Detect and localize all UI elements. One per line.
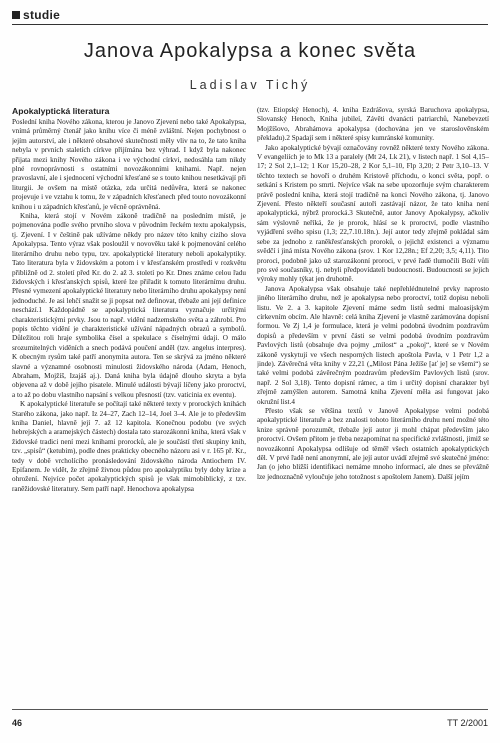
section-heading: Apokalyptická literatura [12,106,110,116]
section-tag [12,8,60,22]
footer-rule [12,709,488,710]
paragraph: Janova Apokalypsa však obsahuje také nepřehlédnutelné prvky naprosto jiného literárního druhu, než je apokalypsa nebo proroctví, totiž dopisu neboli listu. Ve 2. a 3. kapitole Zjevení máme sedm listů sedmi maloasijským církevním obcím. Ale hlavně: celá kniha Zjevení je vlastně zarámována dopisní formou. Ve Zj 1,4 je formulace, která je velmi podobná úvodním pozdravům dopisů a především v první části se velmi podobá úvodním pozdravům Pavlových listů (obsahuje dva pojmy „milost“ a „pokoj“, které se v Novém zákoně vyskytují ve všech nesporných listech apoštola Pavla, v 1 Petr 1,2 a jinde). Závěrečná věta knihy v 22,21 („Milost Pána Ježíše [ať je] se všemi“) se také velmi podobá závěrečným pozdravům především Pavlových listů (srov. např. 2 Sol 3,18). Tento dopisní rámec, a tím i určitý dopisní charakter byl zřejmě zamýšlen autorem. Samotná kniha Zjevení měla asi fungovat jako okružní list.4 [257,284,489,406]
paragraph: K apokalyptické literatuře se počítají také některé texty v prorockých knihách Starého zákona, jako např. Iz 24–27, Zach 12–14, Joel 3–4. Ale je to především kniha Daniel, hlavně její 7. až 12 kapitola. Konečnou podobu (ve svých hebrejských a aramejských částech) dostala tato starozákonní kniha, která však v židovské tradici není mezi knihami prorocků, ale je součástí třetí skupiny knih, tzv. „spisů“ (ketubim), podle dnes prakticky obecného názoru asi v r. 165 př. Kr., tedy v době vrcholícího pronásledování židovského národa Antiochem IV. Epifanem. Je vidět, že zřejmě živnou půdou pro apokalyptiku byly doby krize a ohrožení. Nejvíce počet apokalyptických spisů je však mimobiblický, z tzv. raněžidovské literatury. Sem patří např. Henochova apokalypsa [12,400,246,493]
page-number: 46 [12,718,23,728]
section-square-icon [12,11,20,19]
paragraph: Přesto však se většina textů v Janově Apokalypse velmi podobá apokalyptické literatuře a bez znalosti tohoto literárního druhu není možné této knize správně porozumět, třebaže její autor ji mohl chápat především jako proroctví. Ovšem přitom je třeba nezapomínat na specifické zvláštnosti, jimiž se novozákonní Apokalypsa odlišuje od těměř všech ostatních apokalyptických děl. V prvé řadě není anonymní, ale její autor uvádí zřejmě své skutečné jméno: Jan (o jeho bližší identifikaci nemáme mnoho informací, ale dnes se převážně lze jednoznačně vyloučuje jeho totožnost s apoštolem Janem). Další jejím [257,407,489,481]
paragraph: Kniha, která stojí v Novém zákoně tradičně na posledním místě, je pojmenována podle svého prvního slova v původním řeckém textu apokalypsis, tj. Zjevení. I v češtině pak užíváme někdy pro název této knihy cizího slova Apokalypsa. Tento výraz však posloužil v novověku také k pojmenování celého literárního druhu nebo typu, tzv. apokalyptické literatury neboli apokalyptiky. Tato literatura byla v židovském a potom i v křesťanském prostředí v rozkvětu přibližně od 2. století před Kr. do 2. až 3. století po Kr. Dnes známe celou řadu židovských i křesťanských spisů, které lze přiřadit k tomuto literárnímu druhu. Přesné vymezení apokalyptické literatury nebo literárního druhu apokalypsy není jednoduché. Je asi lehčí snažit se ji popsat než definovat, třebaže ani její definice neschází.1 Každopádně se apokalyptická literatura vyznačuje určitými charakteristickými prvky. Jsou to např. vidění nadzemského světa a záhrobí. Pro popis těchto vidění je charakteristické užívání nápadných obrazů a symbolů. Důležitou roli hraje symbolika čísel a spekulace s číselnými údaji. O málo srozumitelných viděních a snech podává poučení anděl (tzv. angelus interpres). K obecným rysům také patří anonymita autora. Ten se skrývá za jméno některé slavné a významné osobnosti minulosti židovského národa (Adam, Henoch, Abraham, Mojžíš, Izajáš aj.). Daná kniha byla údajně dlouho skryta a byla objevena až v době jejího pisatele. Minulé události bývají líčeny jako proroctví, a to až po dobu vlastního napsání s velkou přesností (tzv. vaticinia ex eventu). [12,212,246,399]
paragraph: Poslední kniha Nového zákona, kterou je Janovo Zjevení nebo také Apokalypsa, vnímá průměrný čtenář jako knihu více či méně zvláštní. Nejen pochybnost o jejím autorství, ale i některé obsahové skutečnosti měly vliv na to, že tato kniha nebyla v prvních staletích církve přijímána bez výhrad. I když byla nakonec přijata mezi knihy Nového zákona i ve východní církvi, nedosáhla tam nikdy plné rovnoprávnosti s ostatními novozákonními knihami. Např. nejen pravoslavní, ale i sjednocení východní křesťané se s touto knihou nesetkávají při liturgii. Je ovšem na místě otázka, zda určitá nedůvěra, která se nakonec projevuje i ve vztahu k tomu, že v západních křesťanech před touto novozákonní knihou i u západních křesťanů, je věcně oprávněná. [12,118,246,211]
paragraph: (tzv. Etiopský Henoch), 4. kniha Ezdrášova, syrská Baruchova apokalypsa, Slovanský Henoch, Kniha jubileí, Závěti dvanácti patriarchů, Nanebevzetí Mojžíšovo, Abrahámova apokalypsa (dochována jen ve staroslověnském překladu).2 Spadají sem i některé spisy kumránské komunity. [257,106,489,143]
section-label: studie [23,8,61,22]
header-rule [12,24,488,25]
paragraph: Jako apokalyptické bývají označovány rovněž některé texty Nového zákona. V evangeliích je to Mk 13 a paralely (Mt 24, Lk 21), v listech např. 1 Sol 4,15–17; 2 Sol 2,1–12; 1 Kor 15,20–28, 2 Kor 5,1–10, Flp 3,20; 2 Petr 3,10–13. V těchto textech se hovoří o druhém Kristově příchodu, o konci světa, popř. o setkání s Kristem po smrti. Nejvíce však na sebe upozorňuje svým charakterem právě poslední kniha, která stojí tradičně na konci Nového zákona, tj. Janovo Zjevení. Přesto někteří současní autoři zastávají názor, že tato kniha není apokalyptická, nýbrž prorocká.3 Skutečně, autor Janovy Apokalypsy, ačkoliv sám výslovně neříká, že je prorok, hlásí se k proroctví, podle vlastního vyjádření svého spisu (1,3; 22,7.10.18n.). Její autor tedy zřejmě pokládal sám sebe za jednoho z raněkřesťanských proroků, o jejichž existenci a významu svědčí i jiná místa Nového zákona (srov. 1 Kor 12,28n.; Ef 2,20; 3,5; 4,11). Tito proroci, podobně jako už starozákonní proroci, v prvé řadě tlumočili Boží vůli pro své současníky, tj. nebyli předpovídateli budoucnosti. Budoucnosti se jejich výroky mohly týkat jen druhotně. [257,143,489,284]
issue-label: TT 2/2001 [447,718,488,728]
left-column [12,106,246,704]
article-author: Ladislav Tichý [189,78,311,92]
right-column [257,106,489,704]
article-title: Janova Apokalypsa a konec světa [83,40,417,62]
